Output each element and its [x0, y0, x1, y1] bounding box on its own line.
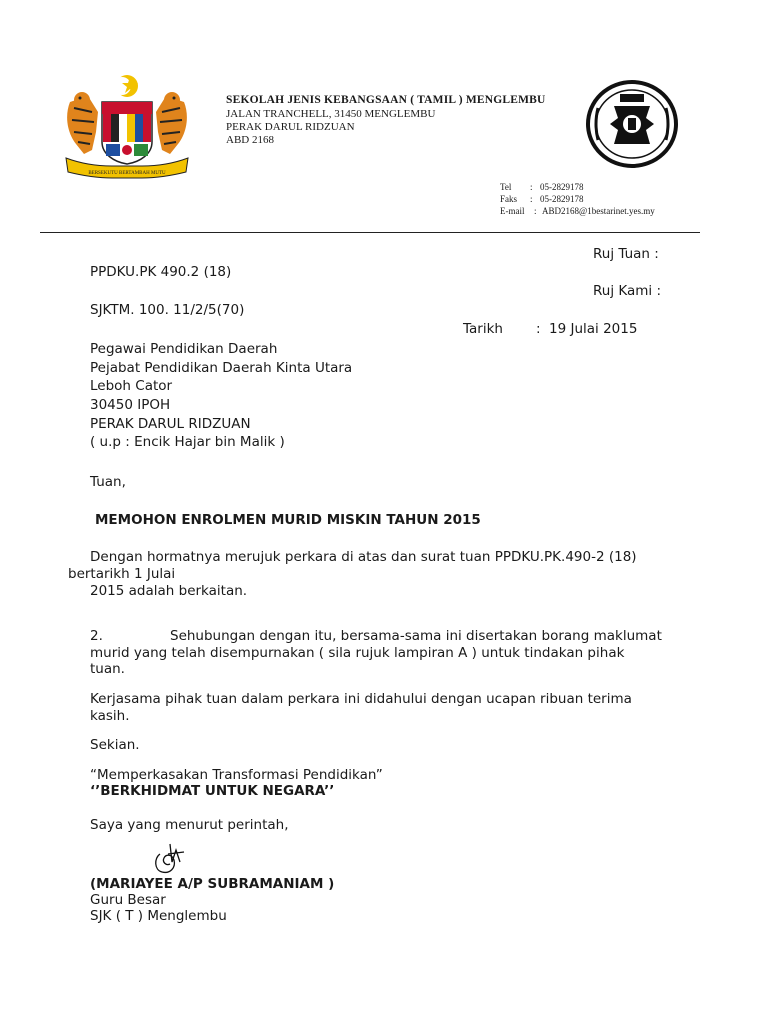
left-tiger-icon — [67, 92, 98, 154]
contact-tel: 05-2829178 — [540, 182, 584, 192]
tarikh-sep: : — [536, 321, 541, 337]
shield-icon — [102, 102, 152, 164]
ruj-kami-label: Ruj Kami : — [593, 283, 662, 299]
contact-email: ABD2168@1bestarinet.yes.my — [542, 206, 655, 216]
para2-line: murid yang telah disempurnakan ( sila rujuk lampiran A ) untuk tindakan pihak — [90, 645, 625, 661]
closing: Sekian. — [90, 737, 140, 753]
recipient-line: Leboh Cator — [90, 378, 173, 394]
salutation: Tuan, — [90, 474, 126, 490]
para2-line: Sehubungan dengan itu, bersama-sama ini disertakan borang maklumat — [170, 628, 662, 644]
right-tiger-icon — [156, 92, 187, 154]
para2-line: tuan. — [90, 661, 125, 677]
para3-line: Kerjasama pihak tuan dalam perkara ini didahului dengan ucapan ribuan terima — [90, 691, 632, 707]
contact-fax-sep: : — [530, 194, 533, 204]
signatory-title: Guru Besar — [90, 892, 166, 908]
para2-number: 2. — [90, 628, 103, 644]
sign-off: Saya yang menurut perintah, — [90, 817, 289, 833]
recipient-line: 30450 IPOH — [90, 397, 171, 413]
crest-motto-text: BERSEKUTU BERTAMBAH MUTU — [88, 171, 166, 176]
recipient-line: PERAK DARUL RIDZUAN — [90, 416, 251, 432]
subject-heading: MEMOHON ENROLMEN MURID MISKIN TAHUN 2015 — [95, 512, 481, 528]
handwritten-signature — [150, 840, 190, 878]
recipient-line: Pegawai Pendidikan Daerah — [90, 341, 278, 357]
school-name: SEKOLAH JENIS KEBANGSAAN ( TAMIL ) MENGLEMBU — [226, 94, 546, 106]
tarikh-value: 19 Julai 2015 — [549, 321, 638, 337]
signatory-name: (MARIAYEE A/P SUBRAMANIAM ) — [90, 876, 335, 892]
school-code: ABD 2168 — [226, 134, 274, 146]
contact-fax: 05-2829178 — [540, 194, 584, 204]
national-crest-logo — [62, 72, 192, 182]
header-divider — [40, 232, 700, 233]
recipient-line: Pejabat Pendidikan Daerah Kinta Utara — [90, 360, 353, 376]
contact-fax-label: Faks — [500, 194, 518, 204]
recipient-line: ( u.p : Encik Hajar bin Malik ) — [90, 434, 285, 450]
para3-line: kasih. — [90, 708, 130, 724]
crescent-star-icon — [113, 75, 138, 97]
signatory-school: SJK ( T ) Menglembu — [90, 908, 227, 924]
contact-email-sep: : — [534, 206, 537, 216]
address-line-1: JALAN TRANCHELL, 31450 MENGLEMBU — [226, 108, 436, 120]
contact-tel-label: Tel — [500, 182, 512, 192]
slogan-1: “Memperkasakan Transformasi Pendidikan” — [90, 767, 383, 783]
para1-line: 2015 adalah berkaitan. — [90, 583, 248, 599]
tarikh-label: Tarikh — [463, 321, 503, 337]
ruj-tuan-label: Ruj Tuan : — [593, 246, 659, 262]
ruj-tuan-value: PPDKU.PK 490.2 (18) — [90, 264, 232, 280]
slogan-2: ‘’BERKHIDMAT UNTUK NEGARA’’ — [90, 783, 335, 799]
ruj-kami-value: SJKTM. 100. 11/2/5(70) — [90, 302, 245, 318]
para1-line: Dengan hormatnya merujuk perkara di atas dan surat tuan PPDKU.PK.490-2 (18) — [90, 549, 637, 565]
para1-line: bertarikh 1 Julai — [68, 566, 176, 582]
contact-tel-sep: : — [530, 182, 533, 192]
school-logo — [584, 78, 680, 170]
address-line-2: PERAK DARUL RIDZUAN — [226, 121, 355, 133]
contact-email-label: E-mail — [500, 206, 525, 216]
